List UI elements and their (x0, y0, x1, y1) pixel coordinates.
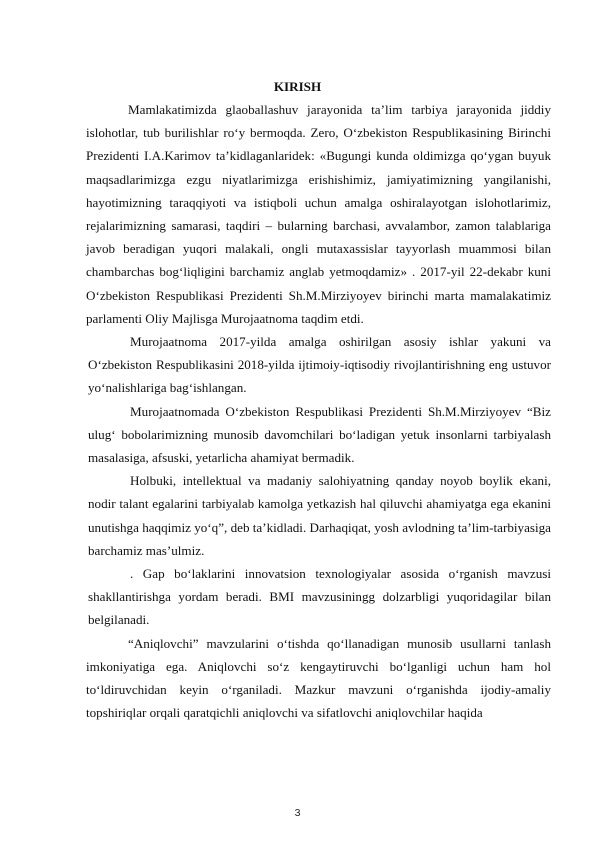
paragraph-intellectual-potential: Holbuki, intellektual va madaniy salohiyatning qanday noyob boylik ekani, nodir talant egalarini tarbiyalab kamolga yetkazish hal qiluvchi ahamiyatga ega ekanini unutishga haqqimiz yo‘q”, deb ta’kidladi. Darhaqiqat, yosh avlodning ta’lim-tarbiyasiga barchamiz mas’ulmiz. (88, 473, 551, 558)
paragraph-intro: Mamlakatimizda glaoballashuv jarayonida ta’lim tarbiya jarayonida jiddiy islohotlar, tub burilishlar ro‘y bermoqda. Zero, O‘zbekiston Respublikasining Birinchi Prezidenti I.A.Karimov ta’kidlaganlaridek: «Bugungi kunda oldimizga qo‘ygan buyuk maqsadlarimizga ezgu niyatlarimizga erishishimiz, jamiyatimizning yangilanishi, hayotimizning taraqqiyoti va istiqboli uchun amalga oshiralayotgan islohotlarimiz, rejalarimizning samarasi, taqdiri – bularning barchasi, avvalambor, zamon talablariga javob beradigan yuqori malakali, ongli mutaxassislar tayyorlash muammosi bilan chambarchas bog‘liqligini barchamiz anglab yetmoqdamiz» . 2017-yil 22-dekabr kuni O‘zbekiston Respublikasi Prezidenti Sh.M.Mirziyoyev birinchi marta mamalakatimiz parlamenti Oliy Majlisga Murojaatnoma taqdim etdi. (86, 102, 551, 326)
body-text (86, 98, 551, 724)
page-number: 3 (294, 807, 301, 819)
paragraph-murojaatnoma: Murojaatnoma 2017-yilda amalga oshirilgan asosiy ishlar yakuni va O‘zbekiston Respublikasini 2018-yilda ijtimoiy-iqtisodiy rivojlantirishning eng ustuvor yo‘nalishlariga bag‘ishlangan. (88, 334, 551, 396)
section-title: KIRISH (273, 79, 322, 94)
paragraph-president-quote: Murojaatnomada O‘zbekiston Respublikasi Prezidenti Sh.M.Mirziyoyev “Biz ulug‘ bobolarimizning munosib davomchilari bo‘ladigan yetuk insonlarni tarbiyalash masalasiga, afsuski, yetarlicha ahamiyat bermadik. (88, 403, 551, 466)
paragraph-topic-relevance: . Gap bo‘laklarini innovatsion texnologiyalar asosida o‘rganish mavzusi shakllantirishga yordam beradi. BMI mavzusiningg dolzarbligi yuqoridagilar bilan belgilanadi. (88, 566, 551, 628)
paragraph-aniqlovchi: “Aniqlovchi” mavzularini o‘tishda qo‘llanadigan munosib usullarni tanlash imkoniyatiga ega. Aniqlovchi so‘z kengaytiruvchi bo‘lganligi uchun ham hol to‘ldiruvchidan keyin o‘rganiladi. Mazkur mavzuni o‘rganishda ijodiy-amaliy topshiriqlar orqali qaratqichli aniqlovchi va sifatlovchi aniqlovchilar haqida (86, 635, 551, 721)
